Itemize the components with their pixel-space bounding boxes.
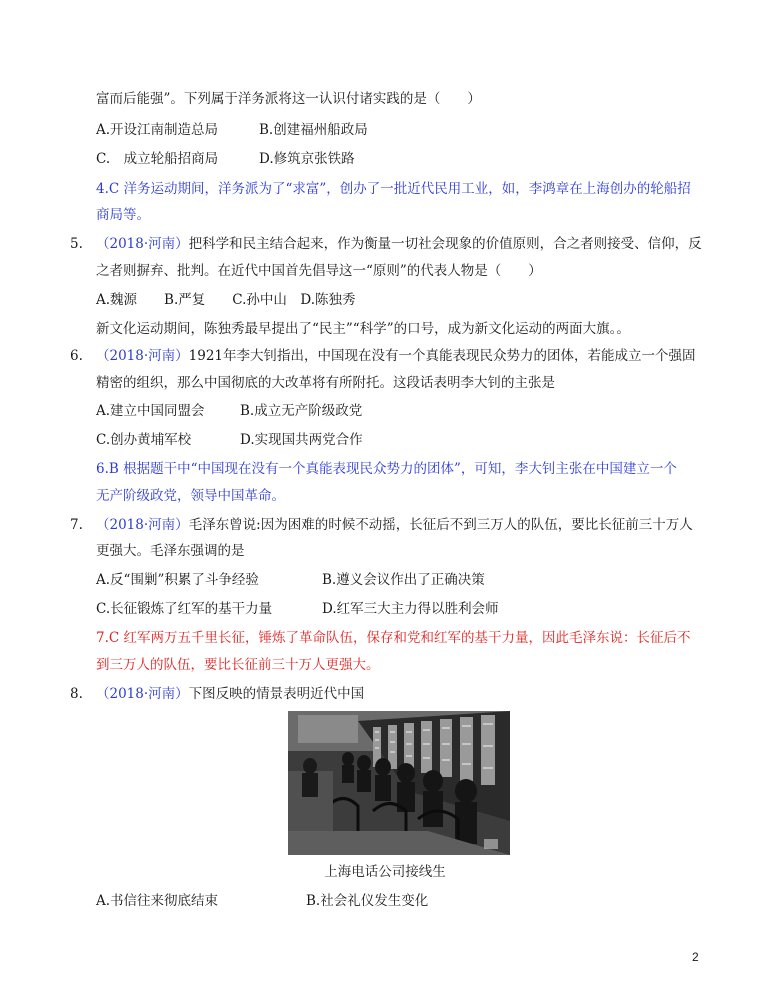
photo-caption: 上海电话公司接线生 bbox=[324, 864, 446, 880]
q5-number: 5. bbox=[70, 236, 83, 252]
q7-number: 7. bbox=[70, 517, 83, 533]
page-number: 2 bbox=[692, 950, 699, 964]
q8-source: （2018·河南） bbox=[96, 686, 189, 702]
q8-number: 8. bbox=[70, 686, 83, 702]
q7-option-d: D.红军三大主力得以胜利会师 bbox=[322, 601, 499, 617]
q5-stem-line1 bbox=[96, 235, 702, 253]
q5-options: A.魏源 B.严复 C.孙中山 D.陈独秀 bbox=[96, 292, 356, 308]
q7-stem-text1: 毛泽东曾说:因为困难的时候不动摇，长征后不到三万人的队伍，要比长征前三十万人 bbox=[188, 517, 693, 533]
telephone-operators-photo-svg bbox=[288, 711, 510, 855]
q6-stem-text1: 1921年李大钊指出，中国现在没有一个真能表现民众势力的团体，若能成立一个强固 bbox=[188, 348, 696, 364]
q7-option-c: C.长征锻炼了红军的基干力量 bbox=[96, 601, 273, 617]
q8-option-b: B.社会礼仪发生变化 bbox=[306, 893, 429, 909]
q4-option-a: A.开设江南制造总局 bbox=[96, 122, 219, 138]
q7-stem-line2: 更强大。毛泽东强调的是 bbox=[96, 543, 245, 559]
q5-stem-text1: 把科学和民主结合起来，作为衡量一切社会现象的价值原则，合之者则接受、信仰，反 bbox=[188, 236, 702, 252]
q5-stem-line2: 之者则摒弃、批判。在近代中国首先倡导这一“原则”的代表人物是（ ） bbox=[96, 263, 542, 279]
q6-option-b: B.成立无产阶级政党 bbox=[240, 403, 363, 419]
telephone-operators-photo bbox=[288, 711, 510, 855]
q4-stem-tail: 富而后能强”。下列属于洋务派将这一认识付诸实践的是（ ） bbox=[96, 91, 481, 107]
q7-option-b: B.遵义会议作出了正确决策 bbox=[322, 572, 485, 588]
q5-answer: 新文化运动期间，陈独秀最早提出了“民主”“科学”的口号，成为新文化运动的两面大旗。。 bbox=[96, 321, 630, 337]
q8-option-a: A.书信往来彻底结束 bbox=[96, 893, 219, 909]
q8-stem bbox=[96, 685, 364, 703]
q6-option-a: A.建立中国同盟会 bbox=[96, 403, 205, 419]
q7-answer-line2: 到三万人的队伍，要比长征前三十万人更强大。 bbox=[96, 657, 380, 673]
q4-answer-line1: 4.C 洋务运动期间，洋务派为了“求富”，创办了一批近代民用工业，如，李鸿章在上海创办的轮船招 bbox=[96, 181, 691, 197]
q6-number: 6. bbox=[70, 348, 83, 364]
q8-stem-text: 下图反映的情景表明近代中国 bbox=[188, 686, 365, 702]
q6-answer-line1: 6.B 根据题干中“中国现在没有一个真能表现民众势力的团体”，可知，李大钊主张在中国建立一个 bbox=[96, 461, 677, 477]
q6-source: （2018·河南） bbox=[96, 348, 189, 364]
q4-option-d: D.修筑京张铁路 bbox=[259, 151, 355, 167]
q4-option-c: C. 成立轮船招商局 bbox=[96, 151, 219, 167]
q7-answer-line1: 7.C 红军两万五千里长征，锤炼了革命队伍，保存和党和红军的基干力量，因此毛泽东说：长征后不 bbox=[96, 630, 691, 646]
q6-option-c: C.创办黄埔军校 bbox=[96, 432, 192, 448]
q6-answer-line2: 无产阶级政党，领导中国革命。 bbox=[96, 488, 285, 504]
q6-stem-line2: 精密的组织，那么中国彻底的大改革将有所附托。这段话表明李大钊的主张是 bbox=[96, 375, 555, 391]
q6-option-d: D.实现国共两党合作 bbox=[240, 432, 363, 448]
q7-stem-line1 bbox=[96, 516, 693, 534]
q7-source: （2018·河南） bbox=[96, 517, 189, 533]
q7-option-a: A.反“围剿”积累了斗争经验 bbox=[96, 572, 259, 588]
q4-answer-line2: 商局等。 bbox=[96, 207, 150, 223]
q4-option-b: B.创建福州船政局 bbox=[259, 122, 368, 138]
q6-stem-line1 bbox=[96, 347, 696, 365]
q5-source: （2018·河南） bbox=[96, 236, 189, 252]
